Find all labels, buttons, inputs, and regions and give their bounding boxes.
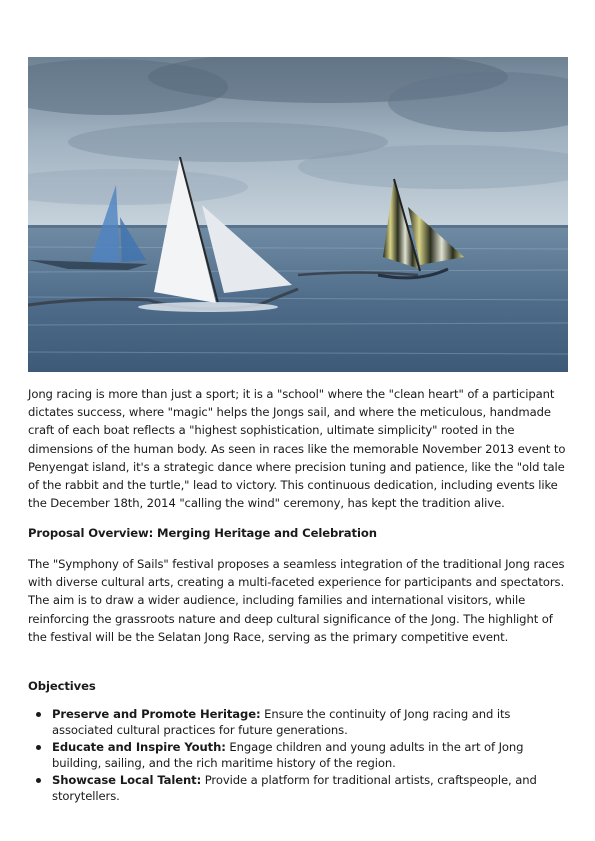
list-item [28,739,568,772]
bullet-icon [36,778,41,783]
objective-text: Engage children and young adults in the art of Jong building, sailing, and the rich maritime history of the region. [52,739,524,771]
objective-label: Preserve and Promote Heritage: [52,707,261,721]
bullet-icon [36,712,41,717]
bullet-icon [36,745,41,750]
jong-race-photo [28,57,568,372]
objective-text: Provide a platform for traditional artists, craftspeople, and storytellers. [52,772,537,804]
proposal-paragraph: The "Symphony of Sails" festival proposes a seamless integration of the traditional Jong races with diverse cultural arts, creating a multi-faceted experience for participants and spectators. The aim is to draw a wider audience, including families and international visitors, while reinforcing the grassroots nature and deep cultural significance of the Jong. The highlight of the festival will be the Selatan Jong Race, serving as the primary competitive event. [28,557,565,644]
objectives-list [28,706,568,804]
objective-text: Ensure the continuity of Jong racing and its associated cultural practices for future generations. [52,707,511,738]
objective-label: Educate and Inspire Youth: [52,739,226,754]
proposal-heading: Proposal Overview: Merging Heritage and Celebration [28,526,377,540]
objective-label: Showcase Local Talent: [52,772,202,787]
list-item [28,772,568,805]
objectives-heading: Objectives [28,679,96,693]
intro-paragraph: Jong racing is more than just a sport; it is a "school" where the "clean heart" of a participant dictates success, where "magic" helps the Jongs sail, and where the meticulous, handmade craft of each boat reflects a "highest sophistication, ultimate simplicity" rooted in the dimensions of the human body. As seen in races like the memorable November 2013 event to Penyengat island, it's a strategic dance where precision tuning and patience, like the "old tale of the rabbit and the turtle," lead to victory. This continuous dedication, including events like the December 18th, 2014 "calling the wind" ceremony, has kept the tradition alive. [28,387,566,511]
list-item [28,706,568,739]
